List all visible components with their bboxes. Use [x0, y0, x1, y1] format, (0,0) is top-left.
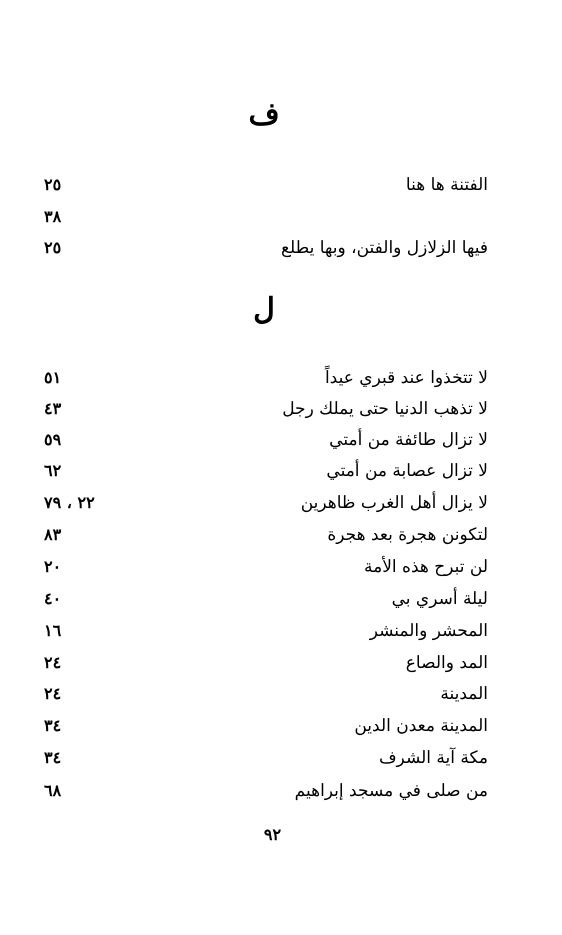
entry-text: مكة آية الشرف	[378, 748, 488, 768]
index-entry	[0, 648, 562, 678]
index-entry	[0, 776, 562, 806]
index-entry	[0, 584, 562, 614]
entry-page-ref: ٤٣	[44, 399, 62, 418]
entry-text: لا تزال طائفة من أمتي	[329, 430, 488, 450]
index-entry	[0, 202, 562, 232]
entry-page-ref: ٣٨	[44, 207, 62, 226]
index-entry	[0, 488, 562, 518]
entry-page-ref: ٦٢	[44, 461, 62, 480]
entry-page-ref: ٢٢ ، ٧٩	[44, 493, 95, 512]
entry-text: المدينة	[440, 684, 488, 704]
entry-text: فيها الزلازل والفتن، وبها يطلع	[280, 238, 488, 258]
entry-page-ref: ٥٩	[44, 430, 62, 449]
section-letter-lam: ل	[253, 292, 275, 327]
entry-text: لا يزال أهل الغرب ظاهرين	[300, 493, 488, 513]
index-entry	[0, 711, 562, 741]
entry-text: لا تتخذوا عند قبري عيداً	[324, 368, 488, 388]
entry-page-ref: ٢٥	[44, 238, 62, 257]
index-entry	[0, 425, 562, 455]
entry-text: المد والصاع	[405, 653, 488, 673]
index-entry	[0, 456, 562, 486]
index-entry	[0, 743, 562, 773]
entry-page-ref: ٤٠	[44, 589, 62, 608]
entry-page-ref: ٣٤	[44, 716, 62, 735]
entry-text: المحشر والمنشر	[369, 621, 488, 641]
entry-page-ref: ١٦	[44, 621, 62, 640]
entry-text: من صلى في مسجد إبراهيم	[294, 781, 488, 801]
section-letter-fa: ف	[248, 97, 280, 132]
entry-page-ref: ٢٠	[44, 557, 62, 576]
entry-text: لا تذهب الدنيا حتى يملك رجل	[282, 399, 488, 419]
index-entry	[0, 170, 562, 200]
index-entry	[0, 616, 562, 646]
index-entry	[0, 552, 562, 582]
entry-text: لتكونن هجرة بعد هجرة	[327, 525, 488, 545]
entry-text: المدينة معدن الدين	[354, 716, 488, 736]
entry-page-ref: ٨٣	[44, 525, 62, 544]
index-entry	[0, 520, 562, 550]
entry-text: ليلة أسري بي	[391, 589, 488, 609]
entry-page-ref: ٦٨	[44, 781, 62, 800]
entry-page-ref: ٥١	[44, 368, 62, 387]
index-entry	[0, 679, 562, 709]
index-entry	[0, 363, 562, 393]
entry-page-ref: ٢٥	[44, 175, 62, 194]
entry-page-ref: ٢٤	[44, 653, 62, 672]
entry-text: لن تبرح هذه الأمة	[364, 557, 488, 577]
entry-text: لا تزال عصابة من أمتي	[326, 461, 488, 481]
index-entry	[0, 233, 562, 263]
page-number: ٩٢	[263, 825, 282, 844]
entry-text: الفتنة ها هنا	[405, 175, 488, 195]
index-entry	[0, 394, 562, 424]
entry-page-ref: ٢٤	[44, 684, 62, 703]
entry-page-ref: ٣٤	[44, 748, 62, 767]
